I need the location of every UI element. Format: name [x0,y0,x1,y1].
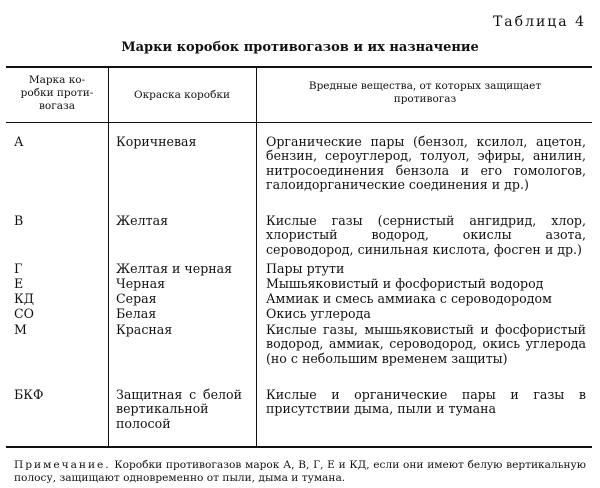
row-m-color: Красная [116,322,173,337]
table-number: Таблица 4 [492,14,586,30]
row-kd-color: Серая [116,291,157,306]
row-bkf-color: Защитная с белой вертикальной полосой [116,387,242,431]
row-e-substances: Мышьяковистый и фосфористый водород [266,276,544,291]
row-e-mark: Е [14,276,24,291]
row-kd-mark: КД [14,291,34,306]
row-a-mark: А [14,134,24,149]
top-rule [6,66,592,68]
row-b-mark: В [14,213,24,228]
row-a-substances: Органические пары (бензол, ксилол, ацетон, бензин, сероуглерод, толуол, эфиры, анилин, нитросоединения бензола и его гомологов, галоидорганические соединения и др.) [266,134,586,193]
row-b-color: Желтая [116,213,169,228]
row-bkf-mark: БКФ [14,387,44,402]
row-m-substances: Кислые газы, мышьяковистый и фосфористый водород, аммиак, сероводород, окись углерода (но с небольшим временем защиты) [266,322,586,366]
bottom-rule [6,446,592,448]
note-text: Коробки противогазов марок А, В, Г, Е и КД, если они имеют белую вертикальную полосу, защищают одновременно от пыли, дыма и тумана. [14,459,586,484]
header-substances: Вредные вещества, от которых защищает противогаз [308,80,542,105]
row-m-mark: М [14,322,27,337]
column-divider-2 [256,66,257,446]
row-co-substances: Окись углерода [266,306,371,321]
header-color: Окраска коробки [133,89,230,101]
header-rule [6,122,592,123]
row-bkf-substances: Кислые и органические пары и газы в присутствии дыма, пыли и тумана [266,387,586,417]
row-g-mark: Г [14,261,23,276]
table-note [14,459,586,485]
row-g-color: Желтая и черная [116,261,233,276]
row-co-color: Белая [116,306,157,321]
column-divider-1 [108,66,109,446]
row-g-substances: Пары ртути [266,261,345,276]
row-b-substances: Кислые газы (сернистый ангидрид, хлор, хлористый водород, окислы азота, сероводород, синильная кислота, фосген и др.) [266,213,586,257]
row-kd-substances: Аммиак и смесь аммиака с сероводородом [266,291,552,306]
note-label: Примечание. [14,459,111,471]
row-a-color: Коричневая [116,134,197,149]
header-mark: Марка ко- робки проти- вогаза [20,74,94,112]
row-e-color: Черная [116,276,166,291]
row-co-mark: СО [14,306,34,321]
table-title: Марки коробок противогазов и их назначение [121,40,479,55]
